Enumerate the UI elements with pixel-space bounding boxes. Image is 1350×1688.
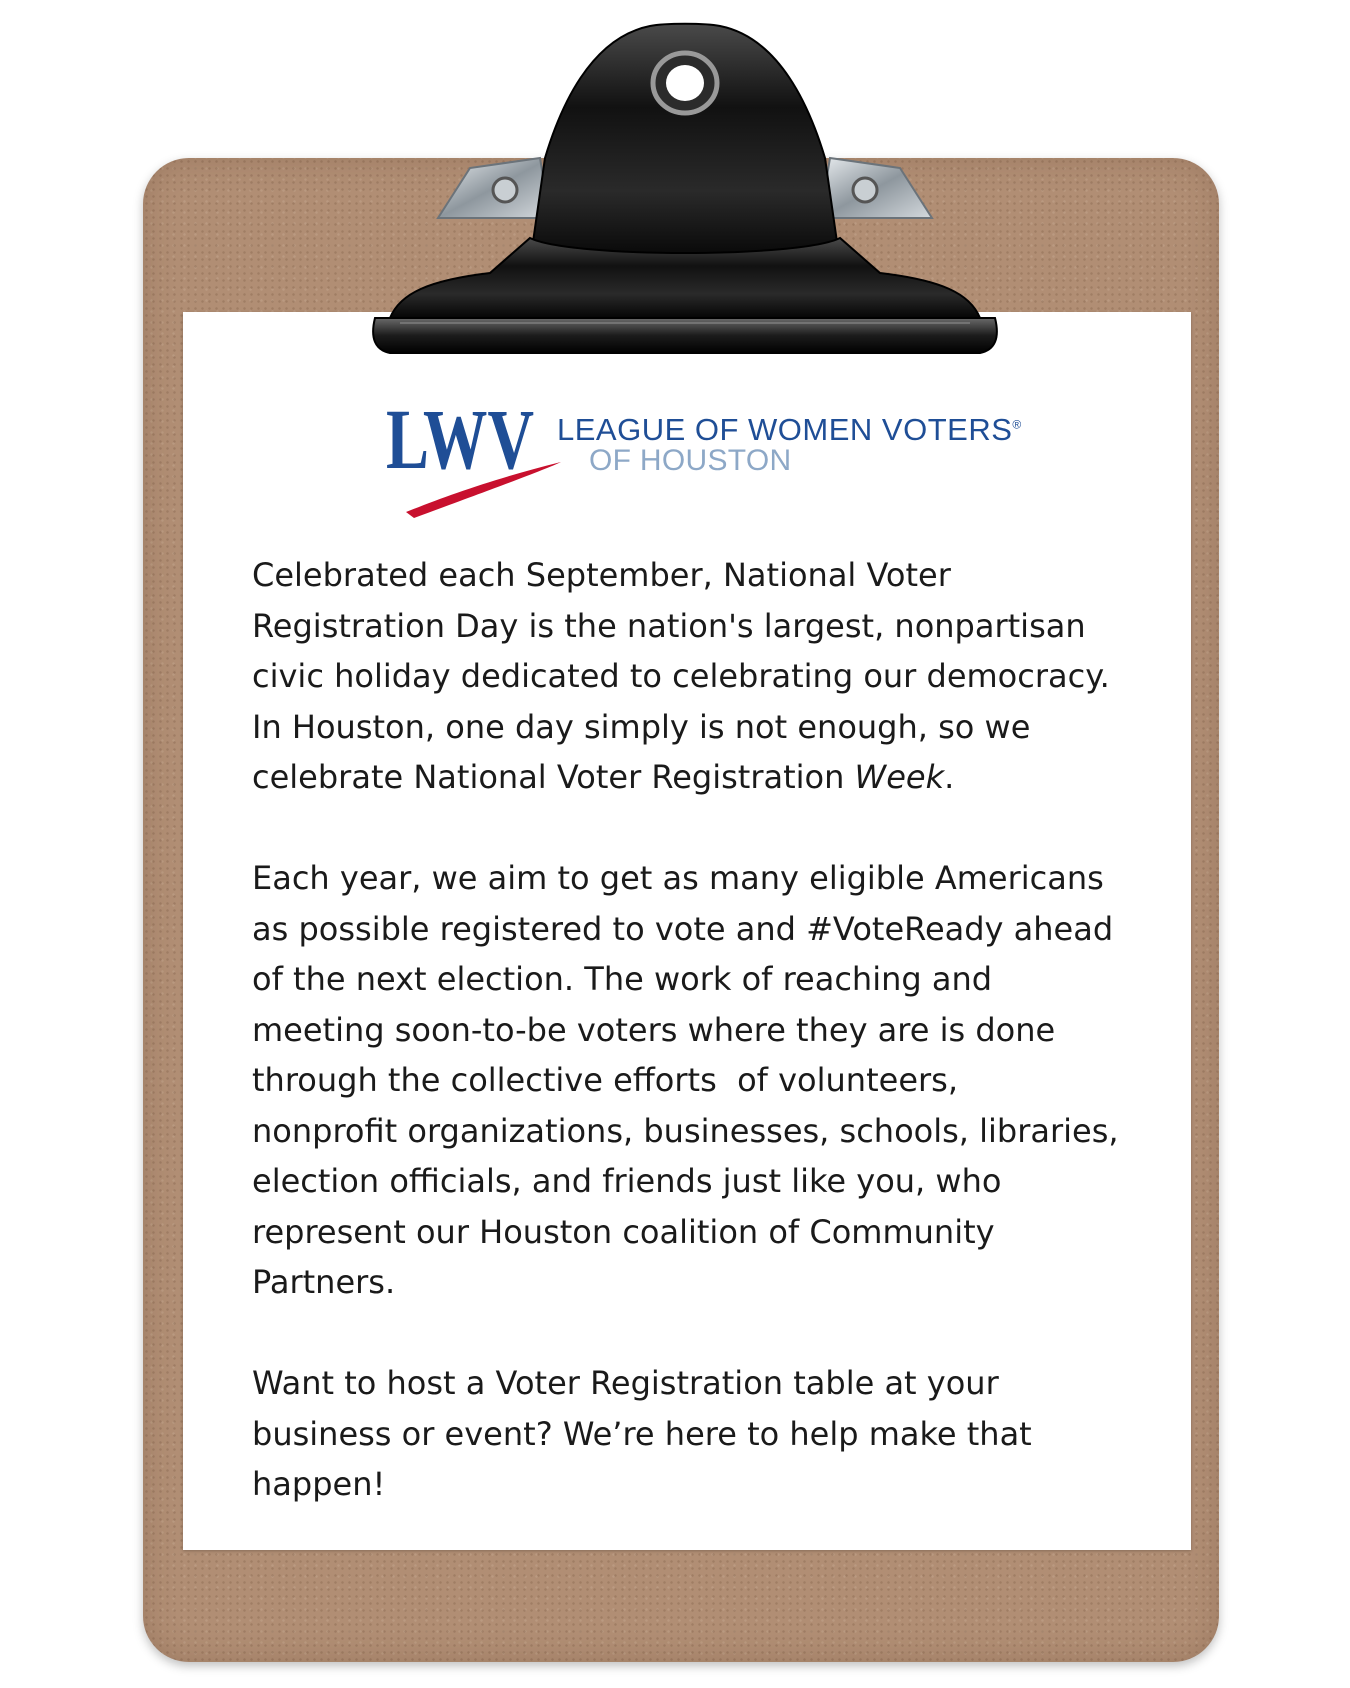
logo-org-name-text: LEAGUE OF WOMEN VOTERS <box>557 412 1013 447</box>
paragraph-line: of the next election. The work of reaching and <box>252 960 993 998</box>
paragraph-line: Each year, we aim to get as many eligible Americans <box>252 859 1104 897</box>
body-text <box>252 550 1132 1560</box>
emphasis-week: Week <box>854 758 945 796</box>
paragraph-line: election officials, and friends just like you, who <box>252 1162 1002 1200</box>
logo-org-name <box>557 412 1022 448</box>
paragraph-line: In Houston, one day simply is not enough, so we <box>252 707 1031 746</box>
logo-chapter: OF HOUSTON <box>589 444 792 477</box>
paragraph-line: Celebrated each September, National Voter <box>252 556 951 594</box>
paragraph-line: Partners. <box>252 1263 396 1301</box>
paragraph-line: business or event? We’re here to help make that <box>252 1414 1032 1453</box>
clipboard-clip-icon <box>320 18 1050 388</box>
paragraph-1 <box>252 550 1132 803</box>
paragraph-line: through the collective efforts of volunteers, <box>252 1061 958 1099</box>
paragraph-line: Want to host a Voter Registration table at your <box>252 1364 999 1402</box>
paragraph-line: civic holiday dedicated to celebrating our democracy. <box>252 657 1110 695</box>
lwv-monogram: LWV <box>386 400 534 487</box>
paragraph-line: represent our Houston coalition of Community <box>252 1212 995 1251</box>
paragraph-line: happen! <box>252 1465 386 1503</box>
paragraph-line: nonprofit organizations, businesses, schools, libraries, <box>252 1111 1119 1150</box>
line-prefix: celebrate National Voter Registration <box>252 758 855 796</box>
paragraph-2 <box>252 853 1132 1308</box>
paragraph-line: as possible registered to vote and #VoteReady ahead <box>252 909 1114 948</box>
lwv-logo <box>386 400 1022 530</box>
paragraph-3 <box>252 1358 1132 1510</box>
paragraph-line <box>252 758 954 796</box>
line-suffix: . <box>944 758 955 796</box>
paragraph-line: meeting soon-to-be voters where they are is done <box>252 1010 1056 1049</box>
paragraph-line: Registration Day is the nation's largest, nonpartisan <box>252 606 1086 645</box>
registered-mark: ® <box>1012 417 1022 432</box>
